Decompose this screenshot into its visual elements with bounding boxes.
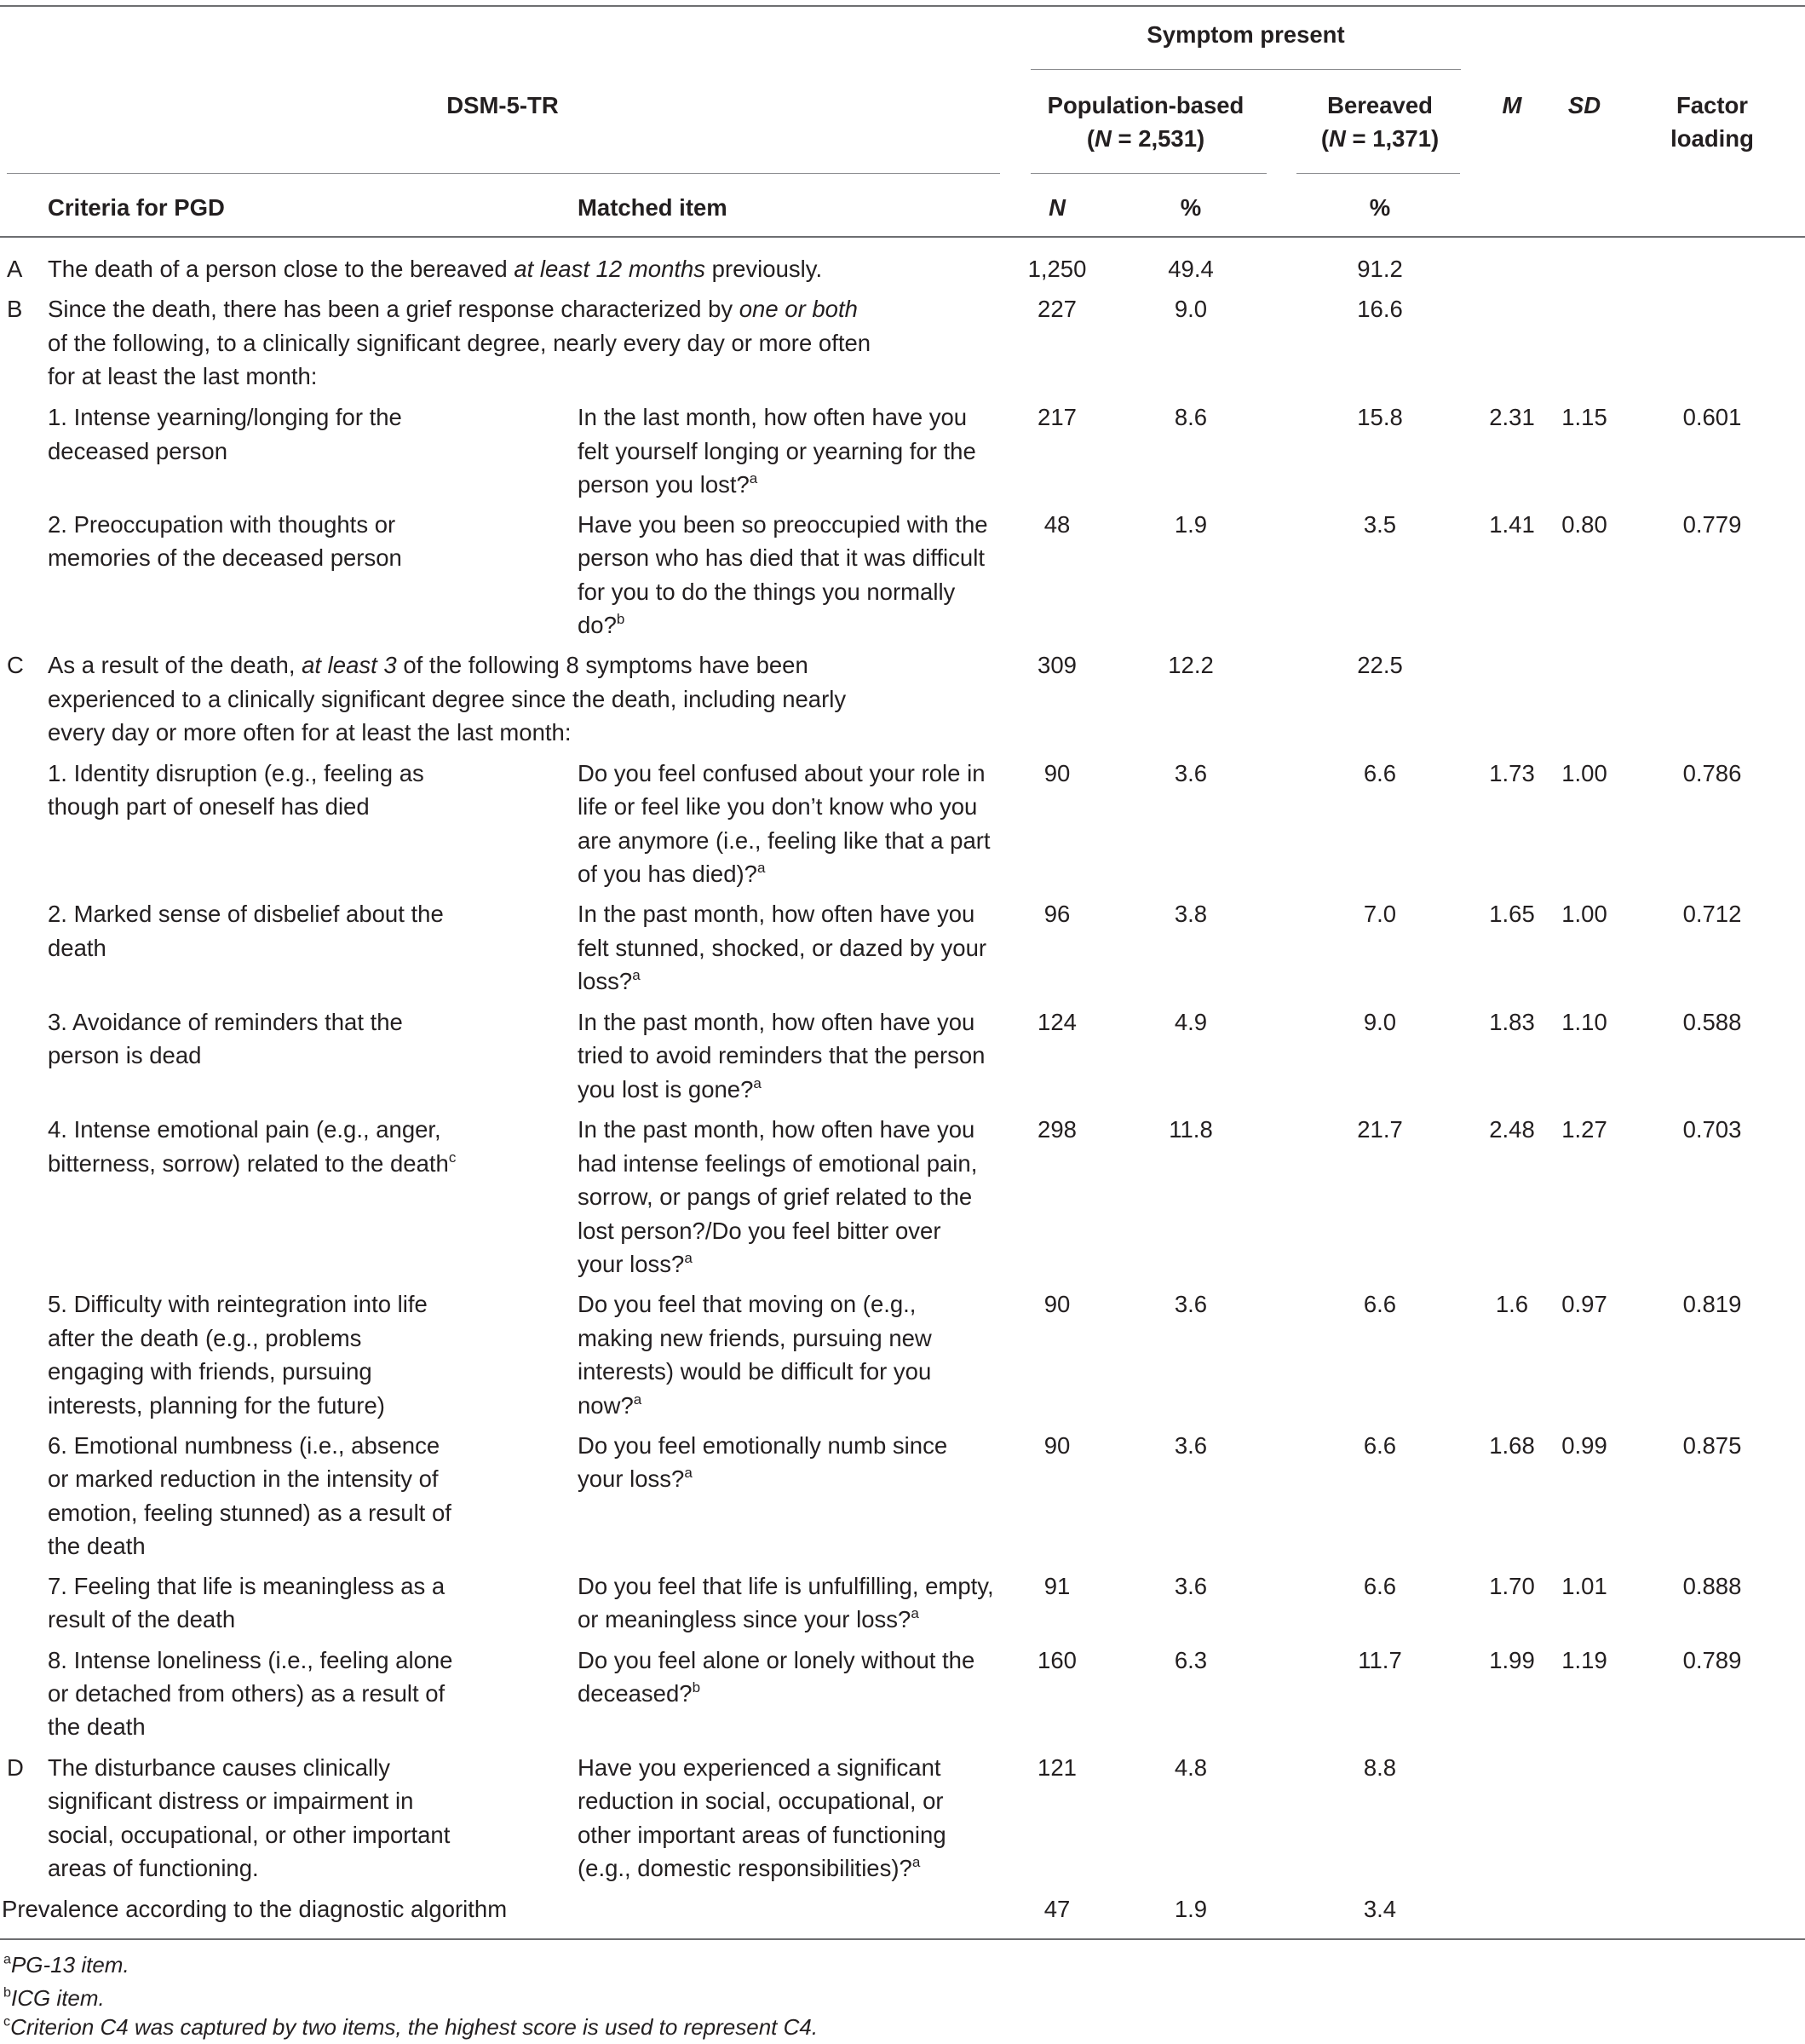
row-letter-a: A (7, 256, 23, 282)
row-c5-sd: 0.97 (1561, 1291, 1607, 1317)
dsm-rule (7, 173, 1000, 174)
bereaved-rule (1296, 173, 1460, 174)
row-c1-criterion-line1: 1. Identity disruption (e.g., feeling as (48, 760, 424, 786)
row-c8-sd: 1.19 (1561, 1647, 1607, 1673)
header-bereaved-n: (N = 1,371) (1320, 125, 1440, 152)
row-c8-bereaved-pct: 11.7 (1358, 1647, 1402, 1673)
row-c8-criterion-line3: the death (48, 1713, 146, 1740)
row-b2-criterion-line2: memories of the deceased person (48, 544, 402, 571)
row-b1-factor-loading: 0.601 (1682, 404, 1742, 430)
population-rule (1031, 173, 1267, 174)
row-a-n: 1,250 (1027, 256, 1087, 282)
row-c2-mean: 1.65 (1489, 901, 1535, 927)
row-c5-bereaved-pct: 6.6 (1363, 1291, 1397, 1317)
row-c5-factor-loading: 0.819 (1682, 1291, 1742, 1317)
row-b1-item-line1: In the last month, how often have you (578, 404, 968, 430)
row-c3-criterion-line1: 3. Avoidance of reminders that the (48, 1009, 403, 1035)
row-b2-pct: 1.9 (1174, 511, 1208, 538)
row-c7-mean: 1.70 (1489, 1573, 1535, 1599)
row-c5-item-line3: interests) would be difficult for you (578, 1358, 932, 1385)
row-c1-pct: 3.6 (1174, 760, 1208, 786)
row-c6-mean: 1.68 (1489, 1432, 1535, 1459)
row-c3-item-line3: you lost is gone?$^a$ (578, 1074, 762, 1103)
row-c7-criterion-line2: result of the death (48, 1606, 236, 1632)
row-d-item-line2: reduction in social, occupational, or (578, 1788, 944, 1814)
row-c7-n: 91 (1043, 1573, 1071, 1599)
row-c2-criterion-line2: death (48, 935, 106, 961)
row-b1-item-line3: person you lost?$^a$ (578, 469, 758, 498)
row-b1-bereaved-pct: 15.8 (1357, 404, 1403, 430)
row-b2-n: 48 (1043, 511, 1071, 538)
row-c5-criterion-line3: engaging with friends, pursuing (48, 1358, 372, 1385)
row-c1-n: 90 (1043, 760, 1071, 786)
row-c6-pct: 3.6 (1174, 1432, 1208, 1459)
row-c8-criterion-line2: or detached from others) as a result of (48, 1680, 446, 1707)
row-b-pct: 9.0 (1174, 296, 1208, 322)
row-c4-item-line4: lost person?/Do you feel bitter over (578, 1218, 941, 1244)
row-d-criterion-line3: social, occupational, or other important (48, 1822, 451, 1848)
row-a-bereaved-pct: 91.2 (1357, 256, 1403, 282)
row-c6-sd: 0.99 (1561, 1432, 1607, 1459)
row-d-n: 121 (1038, 1754, 1077, 1781)
row-c4-mean: 2.48 (1489, 1116, 1535, 1143)
footnote-b: $^b$ICG item. (3, 1984, 105, 2011)
row-b1-pct: 8.6 (1174, 404, 1208, 430)
row-c4-item-line5: your loss?$^a$ (578, 1249, 693, 1277)
row-c4-bereaved-pct: 21.7 (1357, 1116, 1403, 1143)
row-b1-mean: 2.31 (1489, 404, 1535, 430)
symptom-present-rule (1031, 69, 1461, 70)
row-c-criterion-line1: As a result of the death, at least 3 of the following 8 symptoms have been (48, 652, 808, 678)
row-c5-pct: 3.6 (1174, 1291, 1208, 1317)
row-c3-n: 124 (1038, 1009, 1077, 1035)
row-c5-item-line2: making new friends, pursuing new (578, 1325, 932, 1351)
row-c2-bereaved-pct: 7.0 (1363, 901, 1397, 927)
row-c2-pct: 3.8 (1174, 901, 1208, 927)
row-c1-item-line2: life or feel like you don’t know who you (578, 793, 978, 820)
row-c1-bereaved-pct: 6.6 (1363, 760, 1397, 786)
row-c-criterion-line2: experienced to a clinically significant degree since the death, including nearly (48, 686, 847, 712)
row-letter-b: B (7, 296, 23, 322)
row-c-pct: 12.2 (1168, 652, 1214, 678)
header-bottom-rule (0, 236, 1805, 238)
header-criteria: Criteria for PGD (48, 194, 225, 221)
row-d-item-line4: (e.g., domestic responsibilities)?$^a$ (578, 1853, 921, 1881)
row-c7-item-line2: or meaningless since your loss?$^a$ (578, 1604, 919, 1632)
row-d-bereaved-pct: 8.8 (1363, 1754, 1397, 1781)
row-c7-bereaved-pct: 6.6 (1363, 1573, 1397, 1599)
row-c6-factor-loading: 0.875 (1682, 1432, 1742, 1459)
row-b1-criterion-line1: 1. Intense yearning/longing for the (48, 404, 402, 430)
row-c5-item-line4: now?$^a$ (578, 1390, 642, 1419)
row-b2-item-line1: Have you been so preoccupied with the (578, 511, 988, 538)
row-c4-n: 298 (1038, 1116, 1077, 1143)
top-rule (0, 5, 1805, 7)
prevalence-bereaved-pct: 3.4 (1363, 1896, 1397, 1922)
prevalence-label: Prevalence according to the diagnostic algorithm (2, 1896, 508, 1922)
row-c3-mean: 1.83 (1489, 1009, 1535, 1035)
row-d-item-line1: Have you experienced a significant (578, 1754, 941, 1781)
footnote-a: $^a$PG-13 item. (3, 1951, 129, 1978)
header-sd: SD (1567, 92, 1601, 118)
row-b-criterion-line2: of the following, to a clinically significant degree, nearly every day or more often (48, 330, 871, 356)
row-b2-item-line4: do?$^b$ (578, 610, 625, 638)
row-c-criterion-line3: every day or more often for at least the last month: (48, 719, 572, 746)
header-factor: Factor (1676, 92, 1749, 118)
row-c1-item-line3: are anymore (i.e., feeling like that a part (578, 827, 991, 854)
row-c1-mean: 1.73 (1489, 760, 1535, 786)
row-c2-n: 96 (1043, 901, 1071, 927)
row-c1-factor-loading: 0.786 (1682, 760, 1742, 786)
row-c6-criterion-line1: 6. Emotional numbness (i.e., absence (48, 1432, 440, 1459)
row-b-criterion-line3: for at least the last month: (48, 363, 318, 389)
row-c2-item-line1: In the past month, how often have you (578, 901, 975, 927)
row-c6-item-line2: your loss?$^a$ (578, 1464, 693, 1492)
row-c3-factor-loading: 0.588 (1682, 1009, 1742, 1035)
header-col-n: N (1049, 194, 1066, 221)
row-d-pct: 4.8 (1174, 1754, 1208, 1781)
row-c7-pct: 3.6 (1174, 1573, 1208, 1599)
bottom-rule (0, 1938, 1805, 1940)
row-c6-criterion-line2: or marked reduction in the intensity of (48, 1465, 439, 1492)
row-c1-criterion-line2: though part of oneself has died (48, 793, 370, 820)
row-b1-sd: 1.15 (1561, 404, 1607, 430)
row-b1-criterion-line2: deceased person (48, 438, 227, 464)
row-c7-factor-loading: 0.888 (1682, 1573, 1742, 1599)
header-loading: loading (1670, 125, 1754, 152)
header-population: Population-based (1047, 92, 1245, 118)
row-b1-n: 217 (1038, 404, 1077, 430)
header-matched: Matched item (578, 194, 727, 221)
row-c3-sd: 1.10 (1561, 1009, 1607, 1035)
row-b2-criterion-line1: 2. Preoccupation with thoughts or (48, 511, 396, 538)
row-c2-item-line3: loss?$^a$ (578, 966, 641, 994)
row-c4-item-line2: had intense feelings of emotional pain, (578, 1150, 978, 1177)
row-b2-bereaved-pct: 3.5 (1363, 511, 1397, 538)
row-c6-item-line1: Do you feel emotionally numb since (578, 1432, 948, 1459)
row-c5-criterion-line2: after the death (e.g., problems (48, 1325, 362, 1351)
row-b-n: 227 (1038, 296, 1077, 322)
row-letter-c: C (7, 652, 24, 678)
prevalence-pct: 1.9 (1174, 1896, 1208, 1922)
row-c5-mean: 1.6 (1495, 1291, 1529, 1317)
row-c3-item-line1: In the past month, how often have you (578, 1009, 975, 1035)
header-dsm: DSM-5-TR (446, 92, 559, 118)
row-c8-pct: 6.3 (1174, 1647, 1208, 1673)
row-c4-sd: 1.27 (1561, 1116, 1607, 1143)
row-c7-item-line1: Do you feel that life is unfulfilling, empty, (578, 1573, 994, 1599)
row-c8-factor-loading: 0.789 (1682, 1647, 1742, 1673)
row-b2-mean: 1.41 (1489, 511, 1535, 538)
row-c7-sd: 1.01 (1561, 1573, 1607, 1599)
row-c6-bereaved-pct: 6.6 (1363, 1432, 1397, 1459)
row-c2-item-line2: felt stunned, shocked, or dazed by your (578, 935, 987, 961)
row-c8-criterion-line1: 8. Intense loneliness (i.e., feeling alone (48, 1647, 453, 1673)
row-c5-n: 90 (1043, 1291, 1071, 1317)
row-c2-factor-loading: 0.712 (1682, 901, 1742, 927)
row-c4-item-line1: In the past month, how often have you (578, 1116, 975, 1143)
row-d-criterion-line1: The disturbance causes clinically (48, 1754, 390, 1781)
row-c2-criterion-line1: 2. Marked sense of disbelief about the (48, 901, 444, 927)
row-c8-item-line1: Do you feel alone or lonely without the (578, 1647, 975, 1673)
row-c2-sd: 1.00 (1561, 901, 1607, 927)
row-d-criterion-line2: significant distress or impairment in (48, 1788, 414, 1814)
header-symptom-present: Symptom present (1147, 21, 1345, 48)
prevalence-n: 47 (1043, 1896, 1071, 1922)
row-c-bereaved-pct: 22.5 (1357, 652, 1403, 678)
row-c4-pct: 11.8 (1169, 1116, 1213, 1143)
row-c1-item-line4: of you has died)?$^a$ (578, 859, 766, 887)
row-c3-pct: 4.9 (1174, 1009, 1208, 1035)
row-a-pct: 49.4 (1168, 256, 1214, 282)
row-c3-criterion-line2: person is dead (48, 1042, 202, 1068)
row-c3-bereaved-pct: 9.0 (1363, 1009, 1397, 1035)
row-c5-criterion-line1: 5. Difficulty with reintegration into life (48, 1291, 428, 1317)
header-population-n: (N = 2,531) (1086, 125, 1205, 152)
row-c4-factor-loading: 0.703 (1682, 1116, 1742, 1143)
row-c5-criterion-line4: interests, planning for the future) (48, 1392, 385, 1419)
row-c-n: 309 (1038, 652, 1077, 678)
row-c1-sd: 1.00 (1561, 760, 1607, 786)
row-d-criterion-line4: areas of functioning. (48, 1855, 259, 1881)
row-c6-criterion-line4: the death (48, 1533, 146, 1559)
row-a-criterion: The death of a person close to the bereaved at least 12 months previously. (48, 256, 823, 282)
row-b1-item-line2: felt yourself longing or yearning for the (578, 438, 976, 464)
row-c4-criterion-line1: 4. Intense emotional pain (e.g., anger, (48, 1116, 441, 1143)
row-b2-item-line3: for you to do the things you normally (578, 579, 956, 605)
header-col-pct-bereaved: % (1369, 194, 1391, 221)
row-b2-sd: 0.80 (1561, 511, 1607, 538)
row-letter-d: D (7, 1754, 24, 1781)
footnote-c: $^c$Criterion C4 was captured by two items, the highest score is used to represent C4. (3, 2013, 819, 2040)
row-c3-item-line2: tried to avoid reminders that the person (578, 1042, 986, 1068)
row-c4-item-line3: sorrow, or pangs of grief related to the (578, 1183, 973, 1210)
row-c7-criterion-line1: 7. Feeling that life is meaningless as a (48, 1573, 446, 1599)
row-c8-item-line2: deceased?$^b$ (578, 1678, 701, 1707)
row-b2-factor-loading: 0.779 (1682, 511, 1742, 538)
row-c4-criterion-line2: bitterness, sorrow) related to the death$^c$ (48, 1149, 457, 1177)
header-bereaved: Bereaved (1327, 92, 1433, 118)
header-m: M (1502, 92, 1522, 118)
row-c6-criterion-line3: emotion, feeling stunned) as a result of (48, 1500, 451, 1526)
row-c6-n: 90 (1043, 1432, 1071, 1459)
row-c8-mean: 1.99 (1489, 1647, 1535, 1673)
header-col-pct: % (1180, 194, 1202, 221)
row-c1-item-line1: Do you feel confused about your role in (578, 760, 986, 786)
row-d-item-line3: other important areas of functioning (578, 1822, 946, 1848)
row-b2-item-line2: person who has died that it was difficult (578, 544, 985, 571)
row-b-bereaved-pct: 16.6 (1357, 296, 1403, 322)
row-b-criterion-line1: Since the death, there has been a grief response characterized by one or both (48, 296, 858, 322)
row-c8-n: 160 (1038, 1647, 1077, 1673)
row-c5-item-line1: Do you feel that moving on (e.g., (578, 1291, 917, 1317)
